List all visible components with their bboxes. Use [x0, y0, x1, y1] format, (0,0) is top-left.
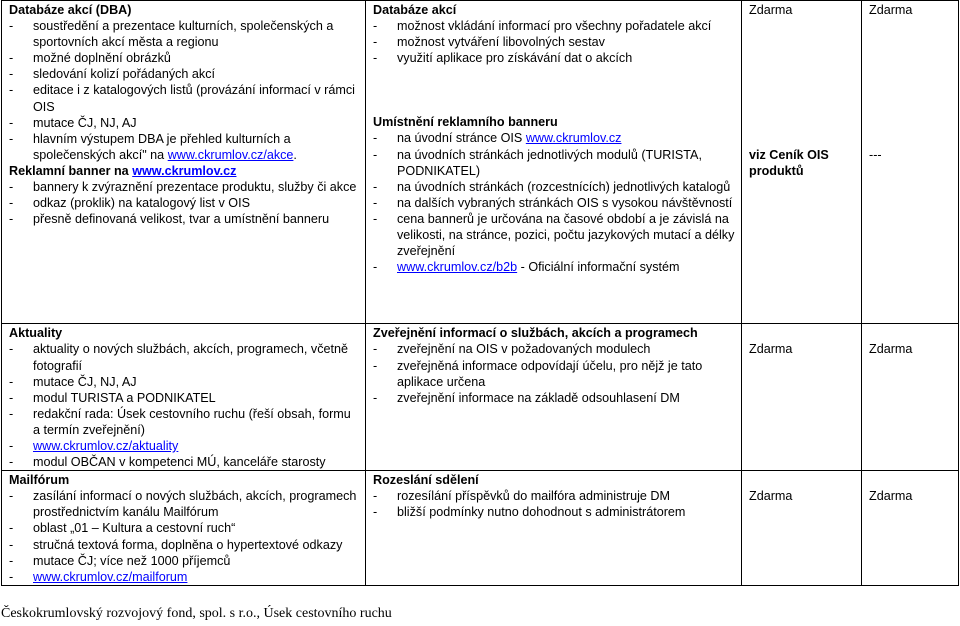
bullet-list [373, 341, 737, 405]
section-title-text: Reklamní banner na [9, 163, 133, 178]
list-item: - zasílání informací o nových službách, akcích, programech prostřednictvím kanálu Mailfórum [9, 488, 361, 520]
aktuality-link[interactable]: www.ckrumlov.cz/aktuality [33, 438, 179, 453]
list-item: - na úvodních stránkách (rozcestnících) jednotlivých katalogů [373, 179, 737, 195]
item-suffix: - Oficiální informační systém [517, 260, 680, 275]
bullet-list [373, 488, 737, 520]
list-item: - oblast „01 – Kultura a cestovní ruch“ [9, 520, 361, 536]
list-item: - redakční rada: Úsek cestovního ruchu (řeší obsah, formu a termín zveřejnění) [9, 406, 361, 438]
item-text: hlavním výstupem DBA je přehled kulturních a společenských akcí" na [33, 131, 291, 162]
mid-cell [366, 1, 742, 324]
spacer [9, 227, 361, 323]
list-item: - bližší podmínky nutno dohodnout s administrátorem [373, 504, 737, 520]
ois-link[interactable]: www.ckrumlov.cz [525, 131, 622, 146]
price-cell [742, 1, 862, 324]
price-cell [742, 471, 862, 586]
b2b-link[interactable]: www.ckrumlov.cz/b2b [397, 260, 518, 275]
spacer [869, 18, 954, 147]
section-title: Databáze akcí (DBA) [9, 3, 132, 17]
list-item: - zveřejněná informace odpovídají účelu, pro nějž je tato aplikace určena [373, 358, 737, 390]
list-item: - editace i z katalogových listů (provázání informací v rámci OIS [9, 82, 361, 114]
spacer [373, 66, 737, 114]
section-title: Umístnění reklamního banneru [373, 115, 558, 130]
dba-link[interactable]: www.ckrumlov.cz/akce [167, 147, 294, 162]
left-cell [2, 471, 366, 586]
list-item: - využití aplikace pro získávání dat o akcích [373, 50, 737, 66]
bullet-list [9, 341, 361, 470]
banner-link[interactable]: www.ckrumlov.cz [132, 163, 237, 178]
list-item: - na úvodních stránkách jednotlivých modulů (TURISTA, PODNIKATEL) [373, 147, 737, 179]
page-footer: Českokrumlovský rozvojový fond, spol. s r.o., Úsek cestovního ruchu [1, 606, 392, 621]
list-item [373, 130, 737, 146]
item-suffix: . [293, 147, 297, 162]
left-cell [2, 324, 366, 471]
list-item: - možné doplnění obrázků [9, 50, 361, 66]
bullet-list [9, 488, 361, 585]
price-value: Zdarma [869, 3, 913, 17]
spacer [749, 18, 857, 147]
list-item: - bannery k zvýraznění prezentace produktu, služby či akce [9, 179, 361, 195]
mailforum-link[interactable]: www.ckrumlov.cz/mailforum [33, 569, 188, 584]
spacer [749, 472, 857, 488]
list-item [373, 259, 737, 275]
list-item: - možnost vkládání informací pro všechny pořadatele akcí [373, 18, 737, 34]
bullet-list [373, 18, 737, 66]
section-title: Zveřejnění informací o službách, akcích a programech [373, 326, 698, 341]
price-value: viz Ceník OIS produktů [749, 148, 829, 179]
list-item [9, 131, 361, 163]
bullet-list [9, 179, 361, 227]
list-item: - přesně definovaná velikost, tvar a umístnění banneru [9, 211, 361, 227]
list-item: - možnost vytváření libovolných sestav [373, 34, 737, 50]
table-row [2, 471, 959, 586]
price-value: --- [869, 148, 882, 163]
section-title [9, 163, 361, 179]
spacer [749, 325, 857, 341]
table-row [2, 1, 959, 324]
price-value: Zdarma [869, 342, 913, 357]
section-title: Rozeslání sdělení [373, 473, 479, 488]
list-item: - mutace ČJ, NJ, AJ [9, 374, 361, 390]
list-item: - cena bannerů je určována na časové období a je závislá na velikosti, na stránce, pozici, počtu jazykových mutací a délky zveřejnění [373, 211, 737, 259]
list-item: - mutace ČJ; více než 1000 příjemců [9, 553, 361, 569]
mid-cell [366, 471, 742, 586]
section-title: Mailfórum [9, 473, 70, 488]
list-item: - na dalších vybraných stránkách OIS s vysokou návštěvností [373, 195, 737, 211]
list-item [9, 438, 361, 454]
list-item: - modul TURISTA a PODNIKATEL [9, 390, 361, 406]
price-cell [862, 471, 959, 586]
list-item: - odkaz (proklik) na katalogový list v OIS [9, 195, 361, 211]
price-value: Zdarma [749, 3, 793, 17]
list-item [9, 569, 361, 585]
list-item: - aktuality o nových službách, akcích, programech, včetně fotografií [9, 341, 361, 373]
list-item: - mutace ČJ, NJ, AJ [9, 115, 361, 131]
price-cell [862, 1, 959, 324]
spacer [869, 472, 954, 488]
list-item: - sledování kolizí pořádaných akcí [9, 66, 361, 82]
table-row [2, 324, 959, 471]
price-value: Zdarma [869, 489, 913, 504]
spacer [869, 325, 954, 341]
bullet-list [373, 130, 737, 275]
services-table [1, 0, 959, 586]
bullet-list [9, 18, 361, 163]
mid-cell [366, 324, 742, 471]
list-item: - zveřejnění informace na základě odsouhlasení DM [373, 390, 737, 406]
list-item: - soustředění a prezentace kulturních, společenských a sportovních akcí města a regionu [9, 18, 361, 50]
list-item: - rozesílání příspěvků do mailfóra administruje DM [373, 488, 737, 504]
list-item: - zveřejnění na OIS v požadovaných modulech [373, 341, 737, 357]
price-cell [862, 324, 959, 471]
left-cell [2, 1, 366, 324]
section-title: Databáze akcí [373, 3, 457, 17]
item-text: na úvodní stránce OIS [397, 131, 526, 146]
section-title: Aktuality [9, 326, 63, 341]
list-item: - stručná textová forma, doplněna o hypertextové odkazy [9, 537, 361, 553]
list-item: - modul OBČAN v kompetenci MÚ, kanceláře starosty [9, 454, 361, 470]
price-value: Zdarma [749, 489, 793, 504]
price-cell [742, 324, 862, 471]
price-value: Zdarma [749, 342, 793, 357]
